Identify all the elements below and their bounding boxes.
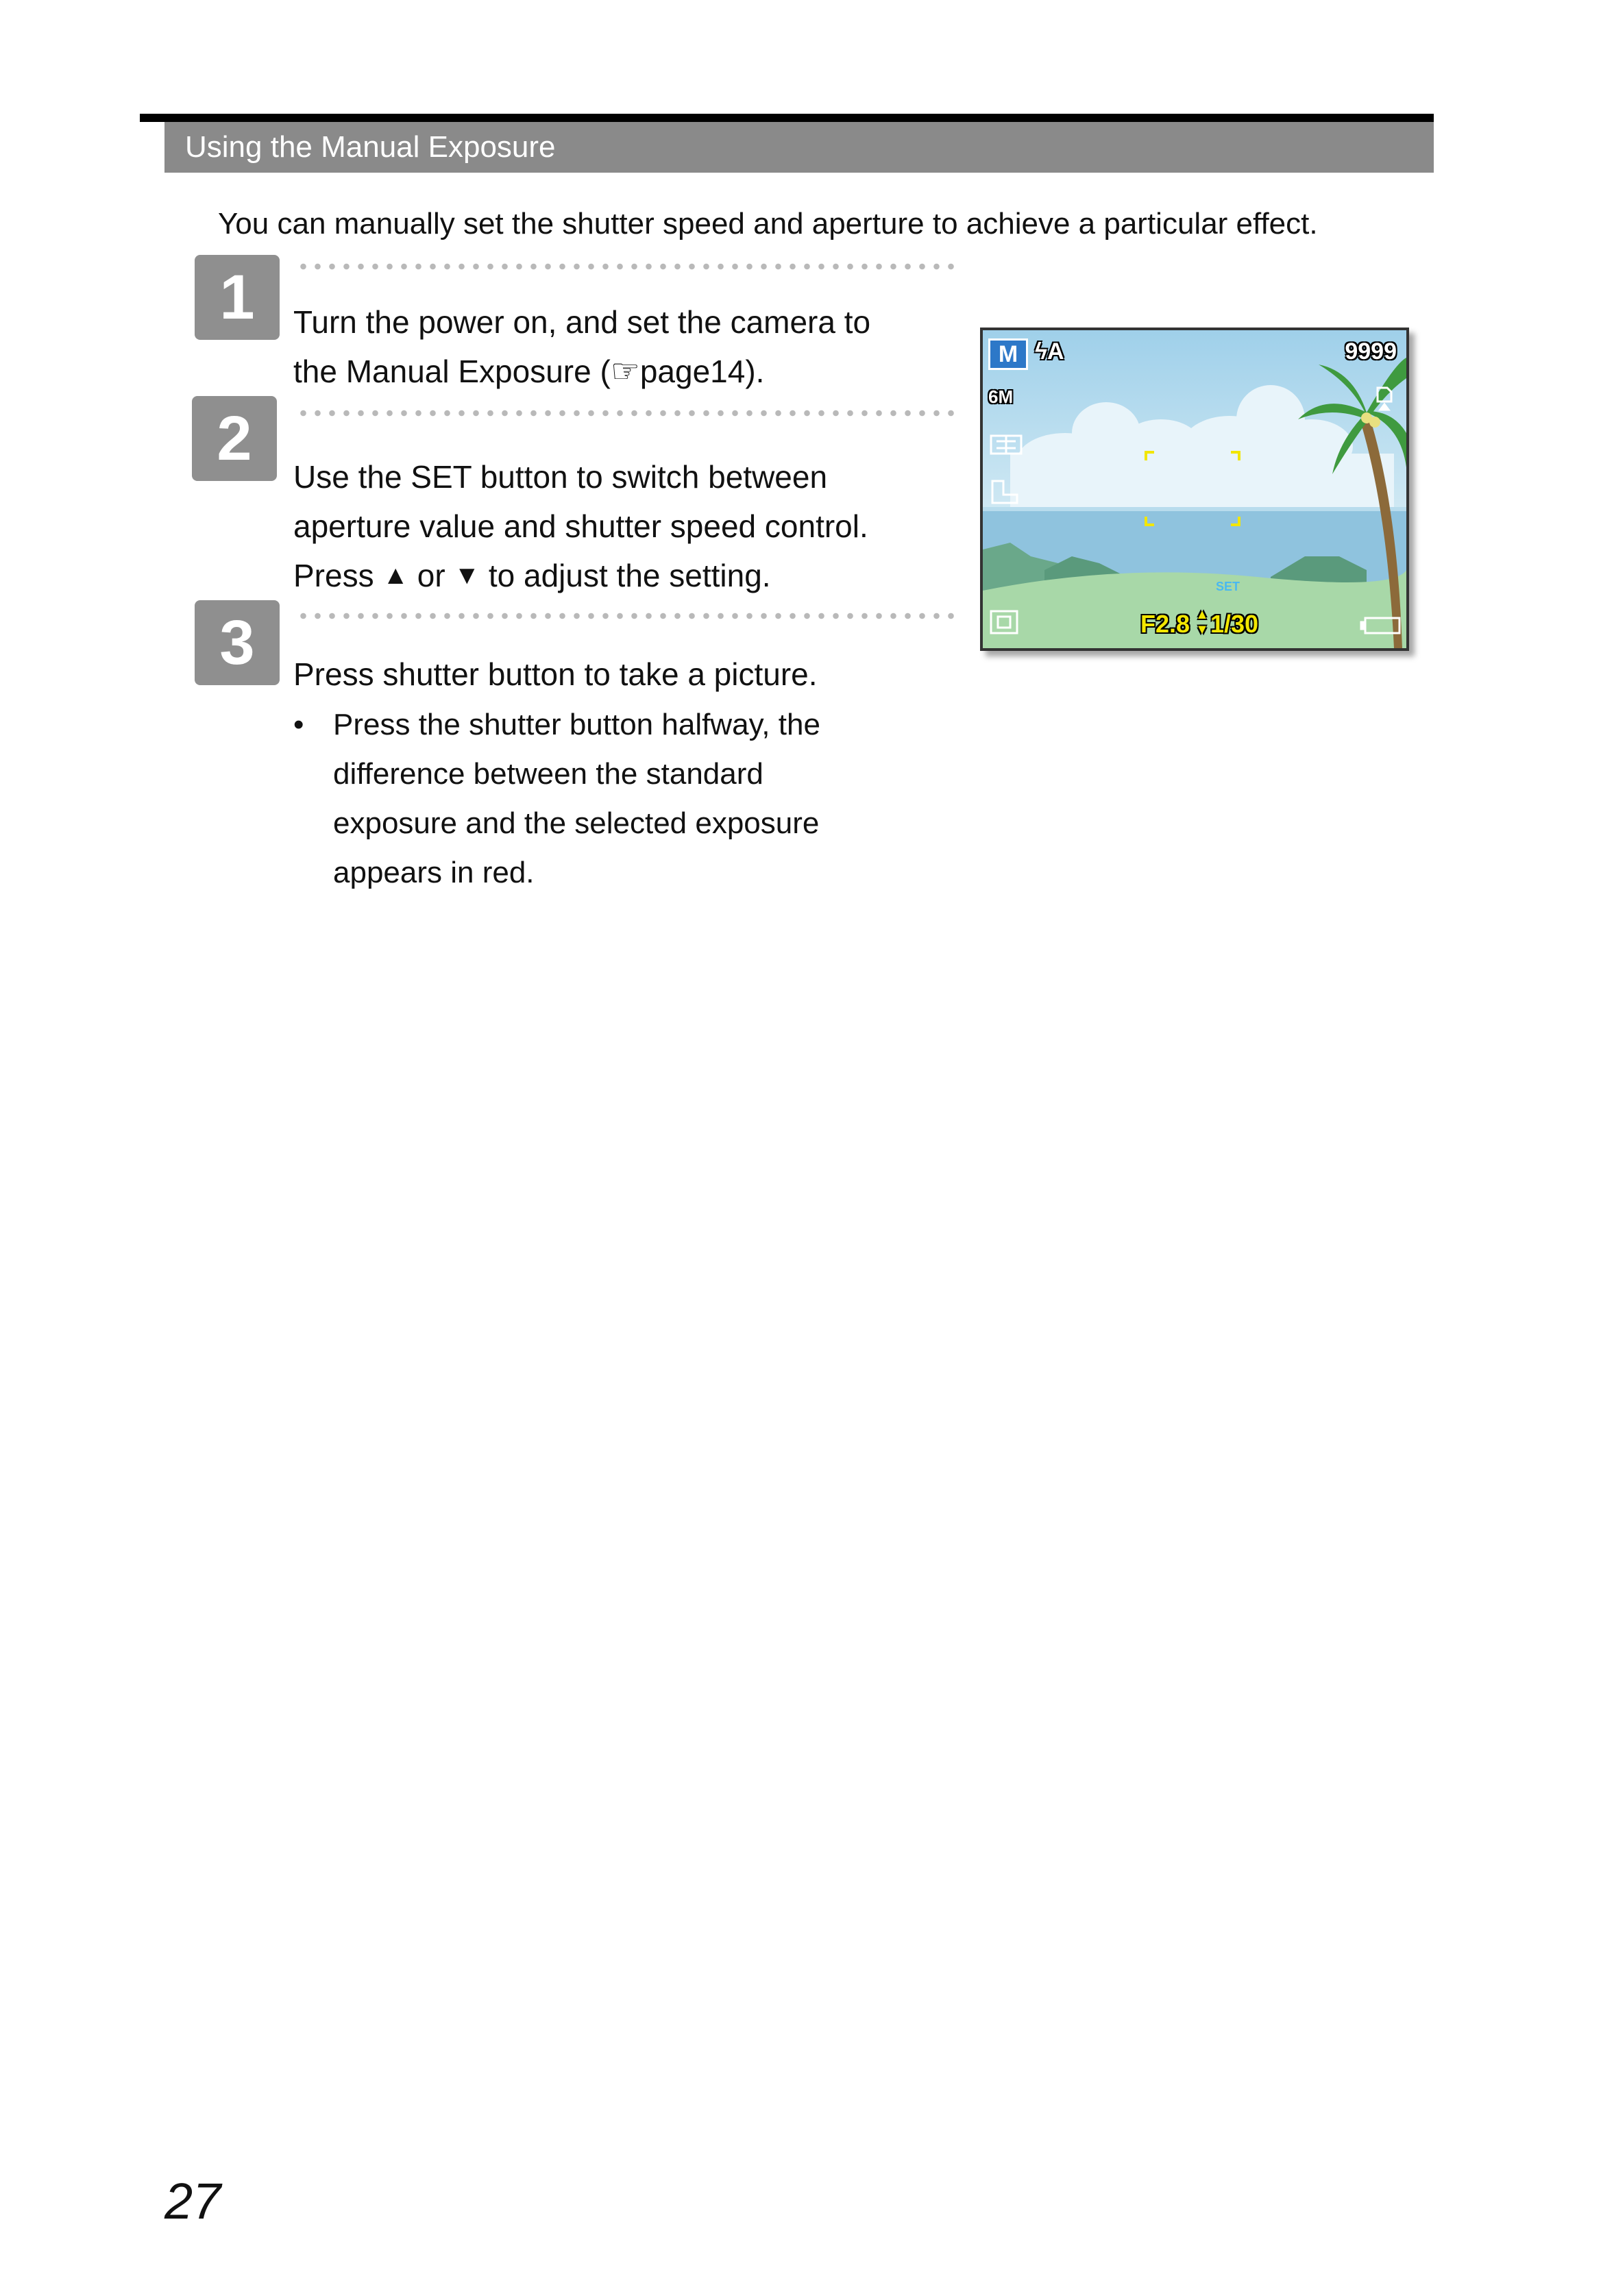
set-label: SET xyxy=(1216,580,1240,593)
up-down-arrows-icon: ▲▼ xyxy=(1195,607,1210,637)
flash-auto-indicator: ϟA xyxy=(1035,338,1064,365)
step-1-line-1: Turn the power on, and set the camera to xyxy=(293,304,871,340)
step-3-text xyxy=(293,650,924,699)
section-title: Using the Manual Exposure xyxy=(164,122,1434,173)
mode-badge: M xyxy=(988,338,1028,370)
separator-1 xyxy=(296,263,954,270)
intro-text: You can manually set the shutter speed and aperture to achieve a particular effect. xyxy=(218,207,1318,240)
bullet-line-4: appears in red. xyxy=(333,856,535,889)
step-2-line-1: Use the SET button to switch between xyxy=(293,459,828,495)
step-3-line-1: Press shutter button to take a picture. xyxy=(293,656,818,692)
bullet-note xyxy=(293,700,924,898)
bullet-symbol: • xyxy=(293,708,304,741)
step-1-line-2-pre: the Manual Exposure ( xyxy=(293,354,611,389)
camera-lcd-screen xyxy=(980,328,1409,651)
separator-2 xyxy=(296,410,954,417)
bullet-line-3: exposure and the selected exposure xyxy=(333,806,820,840)
aperture-value: F2.8 xyxy=(1140,610,1190,638)
shutter-speed-value: 1/30 xyxy=(1210,610,1259,638)
step-2-or: or xyxy=(417,558,445,593)
pointing-hand-icon: ☞ xyxy=(610,354,640,390)
page-number: 27 xyxy=(164,2173,221,2230)
step-1-text xyxy=(293,297,924,397)
separator-3 xyxy=(296,613,954,619)
beach-scene-illustration xyxy=(983,330,1406,648)
step-2-number: 2 xyxy=(192,396,277,481)
step-3-number: 3 xyxy=(195,600,280,685)
bullet-line-2: difference between the standard xyxy=(333,757,763,791)
step-2-line-2: aperture value and shutter speed control. xyxy=(293,508,868,544)
step-2-line-3 xyxy=(293,551,924,600)
resolution-indicator: 6M xyxy=(988,386,1014,407)
top-rule xyxy=(140,114,1434,122)
step-1-line-2 xyxy=(293,347,924,397)
up-arrow-icon: ▲ xyxy=(382,561,408,590)
down-arrow-icon: ▼ xyxy=(454,561,480,590)
bullet-line-1: Press the shutter button halfway, the xyxy=(333,708,820,741)
step-1-page-ref: page14). xyxy=(639,354,765,389)
step-2-press: Press xyxy=(293,558,374,593)
step-2-text xyxy=(293,452,924,600)
step-1-number: 1 xyxy=(195,255,280,340)
step-2-adjust: to adjust the setting. xyxy=(488,558,771,593)
shots-remaining: 9999 xyxy=(1345,338,1397,365)
